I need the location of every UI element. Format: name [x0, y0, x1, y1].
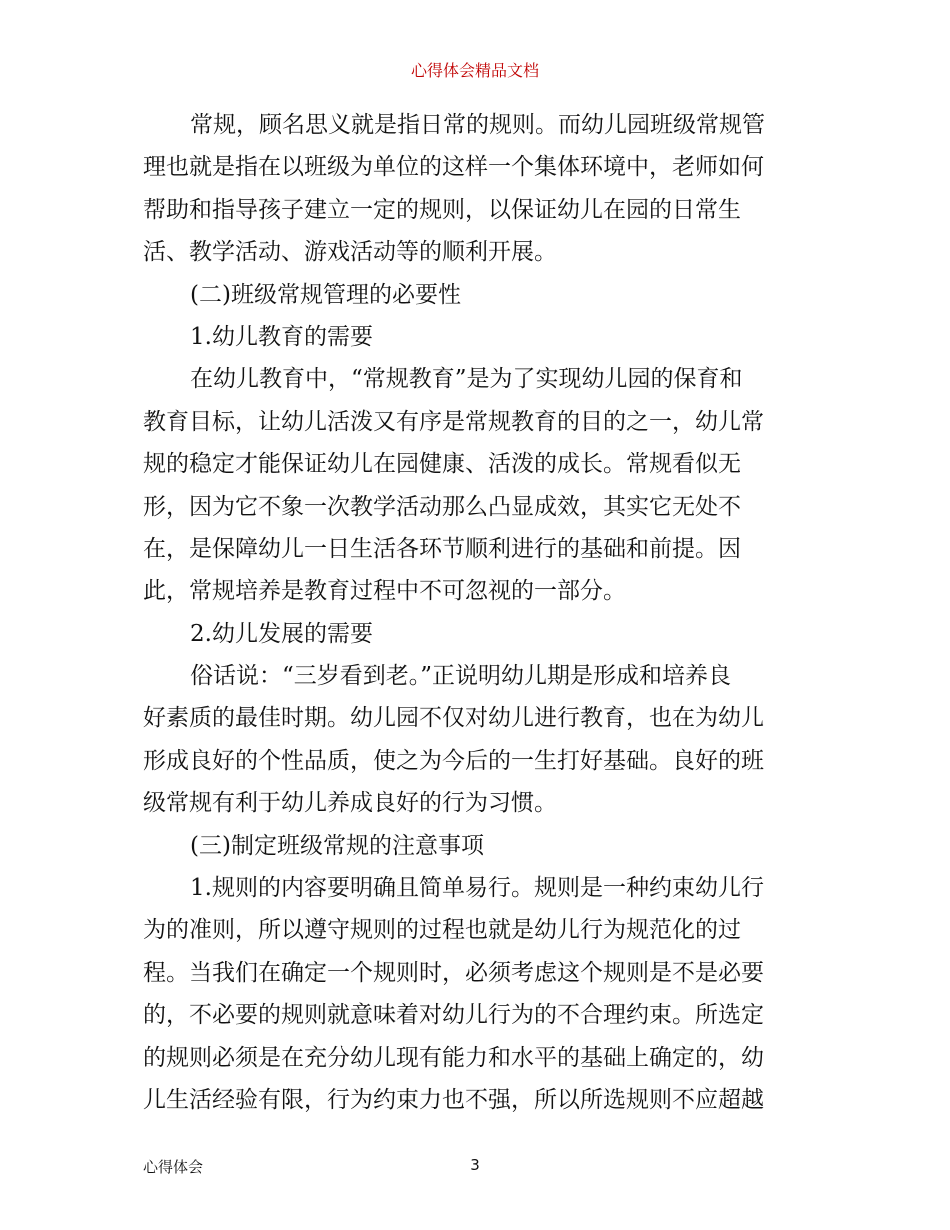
text-line: 2.幼儿发展的需要 — [190, 620, 373, 647]
text-line: 帮助和指导孩子建立一定的规则，以保证幼儿在园的日常生 — [143, 196, 741, 223]
text-line: 教育目标，让幼儿活泼又有序是常规教育的目的之一，幼儿常 — [143, 408, 764, 435]
text-line: 此，常规培养是教育过程中不可忽视的一部分。 — [143, 578, 626, 605]
text-line: 形，因为它不象一次教学活动那么凸显成效，其实它无处不 — [143, 493, 741, 520]
text-line: 理也就是指在以班级为单位的这样一个集体环境中，老师如何 — [143, 154, 764, 181]
text-line: (三)制定班级常规的注意事项 — [190, 832, 484, 859]
text-line: 级常规有利于幼儿养成良好的行为习惯。 — [143, 790, 557, 817]
text-line: 儿生活经验有限，行为约束力也不强，所以所选规则不应超越 — [143, 1086, 764, 1113]
text-line: 活、教学活动、游戏活动等的顺利开展。 — [143, 239, 557, 266]
text-line: 规的稳定才能保证幼儿在园健康、活泼的成长。常规看似无 — [143, 451, 741, 478]
text-line: 为的准则，所以遵守规则的过程也就是幼儿行为规范化的过 — [143, 917, 741, 944]
text-line: (二)班级常规管理的必要性 — [190, 281, 461, 308]
text-line: 的，不必要的规则就意味着对幼儿行为的不合理约束。所选定 — [143, 1002, 764, 1029]
text-line: 在，是保障幼儿一日生活各环节顺利进行的基础和前提。因 — [143, 535, 741, 562]
text-line: 俗话说：“三岁看到老。”正说明幼儿期是形成和培养良 — [190, 663, 732, 690]
footer-label: 心得体会 — [143, 1158, 204, 1176]
text-line: 的规则必须是在充分幼儿现有能力和水平的基础上确定的，幼 — [143, 1044, 764, 1071]
text-line: 1.规则的内容要明确且简单易行。规则是一种约束幼儿行 — [190, 875, 764, 902]
text-line: 程。当我们在确定一个规则时，必须考虑这个规则是不是必要 — [143, 959, 764, 986]
text-line: 好素质的最佳时期。幼儿园不仅对幼儿进行教育，也在为幼儿 — [143, 705, 764, 732]
text-line: 形成良好的个性品质，使之为今后的一生打好基础。良好的班 — [143, 747, 764, 774]
text-line: 1.幼儿教育的需要 — [190, 323, 373, 350]
document-header-title: 心得体会精品文档 — [410, 61, 539, 80]
page-number: 3 — [470, 1156, 480, 1174]
text-line: 在幼儿教育中，“常规教育”是为了实现幼儿园的保育和 — [190, 366, 743, 393]
text-line: 常规，顾名思义就是指日常的规则。而幼儿园班级常规管 — [190, 112, 765, 138]
document-body — [143, 104, 813, 1121]
